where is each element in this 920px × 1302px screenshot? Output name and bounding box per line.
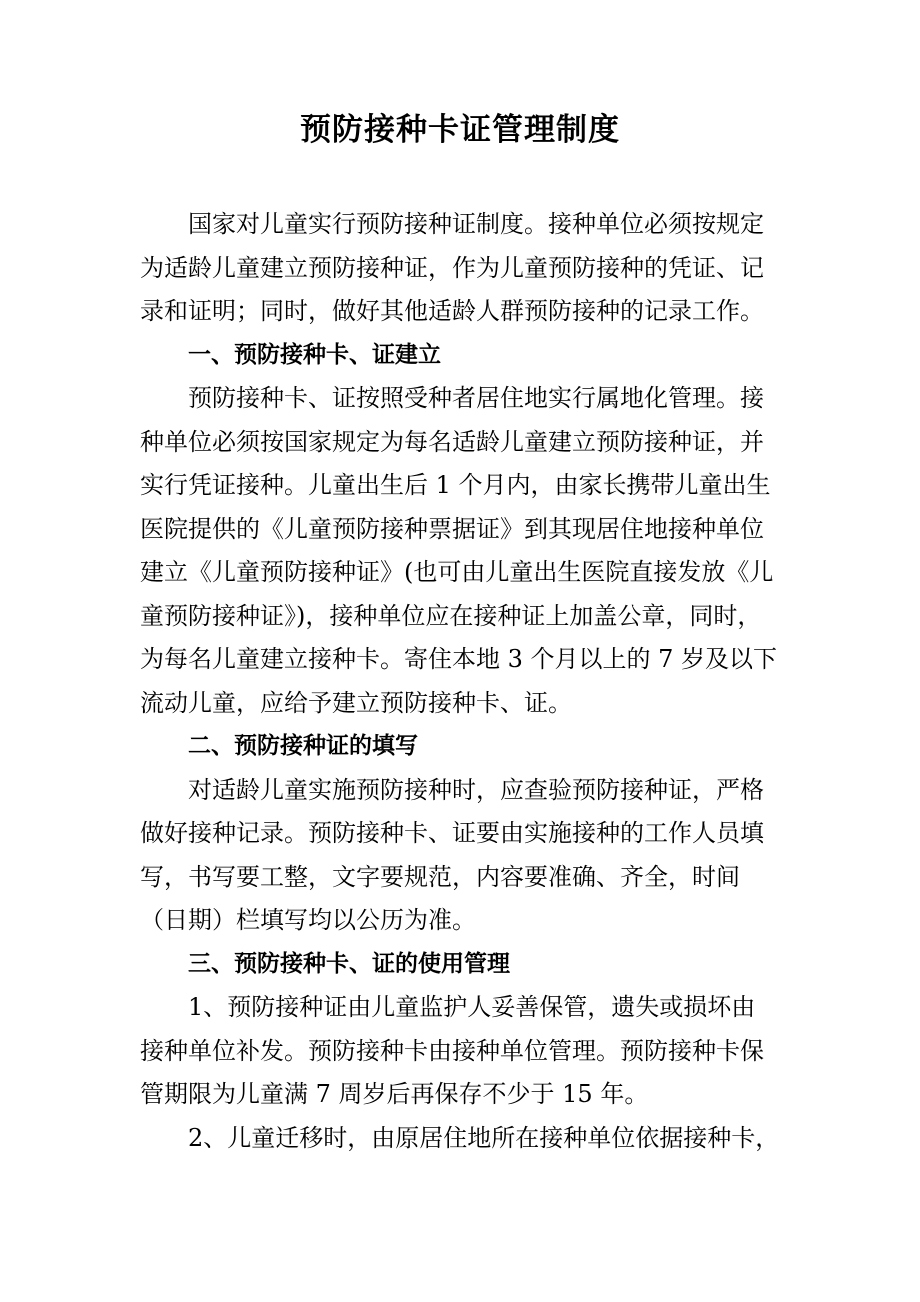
section-3-item-2-line: 2、儿童迁移时，由原居住地所在接种单位依据接种卡，: [188, 1123, 780, 1152]
document-body: [140, 203, 780, 1160]
section-1-line: 流动儿童，应给予建立预防接种卡、证。: [140, 688, 572, 717]
section-1-line: 种单位必须按国家规定为每名适龄儿童建立预防接种证，并: [140, 427, 764, 456]
section-2-line: 对适龄儿童实施预防接种时，应查验预防接种证，严格: [188, 775, 764, 804]
section-2-line: 做好接种记录。预防接种卡、证要由实施接种的工作人员填: [140, 819, 764, 847]
section-3-item-1: [140, 986, 780, 1117]
intro-line: 国家对儿童实行预防接种证制度。接种单位必须按规定: [188, 210, 764, 238]
document-title: 预防接种卡证管理制度: [300, 112, 620, 148]
intro-line: 为适龄儿童建立预防接种证，作为儿童预防接种的凭证、记: [140, 253, 764, 282]
section-3-item-1-line: 管期限为儿童满 7 周岁后再保存不少于 15 年。: [140, 1080, 649, 1108]
section-1-line: 为每名儿童建立接种卡。寄住本地 3 个月以上的 7 岁及以下: [140, 645, 778, 673]
section-2-line: 写，书写要工整，文字要规范，内容要准确、齐全，时间: [140, 862, 740, 891]
section-1-line: 实行凭证接种。儿童出生后 1 个月内，由家长携带儿童出生: [140, 471, 771, 499]
section-3-item-1-line: 接种单位补发。预防接种卡由接种单位管理。预防接种卡保: [140, 1036, 764, 1065]
section-3-item-2: [140, 1117, 780, 1161]
section-1-line: 建立《儿童预防接种证》(也可由儿童出生医院直接发放《儿: [140, 558, 774, 586]
section-1-line: 医院提供的《儿童预防接种票据证》到其现居住地接种单位: [140, 514, 764, 543]
section-2-paragraph: [140, 769, 780, 943]
section-3-heading: 三、预防接种卡、证的使用管理: [188, 950, 510, 977]
intro-paragraph: [140, 203, 780, 334]
section-2-line: （日期）栏填写均以公历为准。: [140, 906, 476, 934]
section-2-heading: 二、预防接种证的填写: [188, 733, 418, 759]
section-1-line: 预防接种卡、证按照受种者居住地实行属地化管理。接: [188, 384, 764, 412]
section-1-paragraph: [140, 377, 780, 725]
section-3-item-1-line: 1、预防接种证由儿童监护人妥善保管，遗失或损坏由: [188, 993, 756, 1021]
section-1-heading: 一、预防接种卡、证建立: [188, 341, 441, 368]
section-1-line: 童预防接种证》)，接种单位应在接种证上加盖公章，同时，: [140, 601, 762, 630]
intro-line: 录和证明；同时，做好其他适龄人群预防接种的记录工作。: [140, 297, 764, 325]
